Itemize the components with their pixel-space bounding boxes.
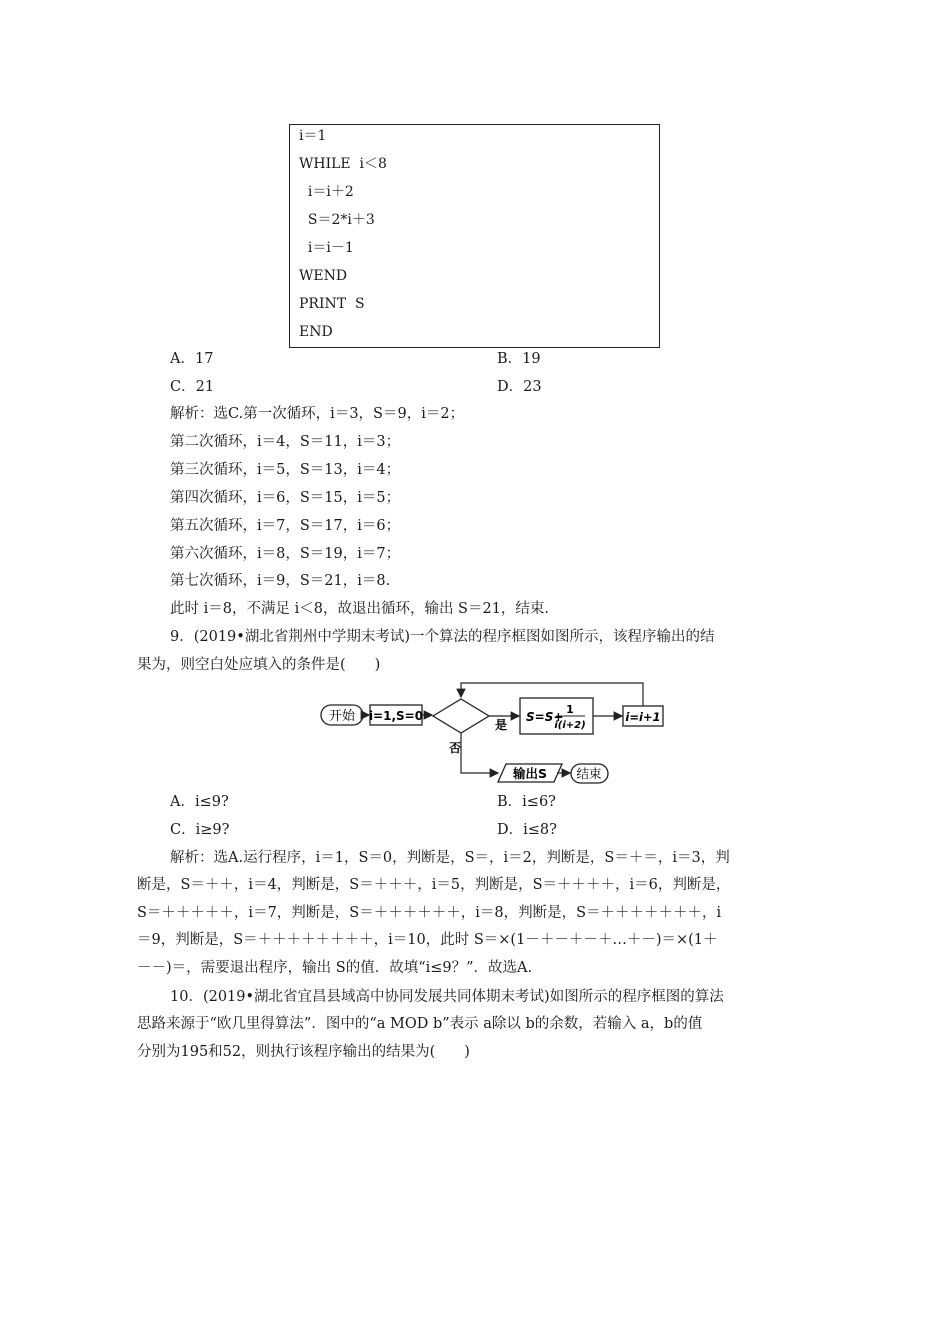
analysis-line: S＝＋＋＋＋＋，i＝7，判断是，S＝＋＋＋＋＋＋，i＝8，判断是，S＝＋＋＋＋＋＋＋，i: [137, 905, 722, 921]
code-line: S＝2*i＋3: [299, 212, 375, 228]
analysis-line: 第五次循环，i＝7，S＝17，i＝6；: [170, 518, 401, 534]
analysis-line: 此时 i＝8，不满足 i＜8，故退出循环，输出 S＝21，结束.: [170, 601, 550, 617]
option-c: C．i≥9?: [170, 822, 230, 838]
code-line: i＝i－1: [299, 240, 354, 256]
no-label: 否: [448, 741, 462, 755]
analysis-line: －－)＝，需要退出程序，输出 S的值．故填“i≤9？”．故选A.: [137, 960, 533, 976]
code-line: WHILE i＜8: [299, 156, 387, 172]
fraction-denominator: i(i+2): [554, 720, 586, 731]
init-label: i=1,S=0: [368, 709, 424, 723]
code-line: i＝i＋2: [299, 184, 354, 200]
analysis-line: 第七次循环，i＝9，S＝21，i＝8.: [170, 573, 391, 589]
fraction-numerator: 1: [566, 703, 574, 716]
option-b: B．i≤6?: [497, 794, 556, 810]
output-label: 输出S: [512, 766, 548, 781]
analysis-line: 第四次循环，i＝6，S＝15，i＝5；: [170, 490, 401, 506]
question-10-stem: 10．(2019•湖北省宜昌县域高中协同发展共同体期末考试)如图所示的程序框图的算法: [170, 989, 724, 1005]
option-d: D．i≤8?: [497, 822, 557, 838]
question-9-stem: 果为，则空白处应填入的条件是( ): [137, 657, 381, 673]
question-10-stem: 思路来源于“欧几里得算法”．图中的“a MOD b”表示 a除以 b的余数，若输入 a，b的值: [137, 1016, 703, 1032]
code-line: PRINT S: [299, 296, 365, 312]
increment-label: i=i+1: [625, 710, 661, 724]
analysis-line: 解析：选A.运行程序，i＝1，S＝0，判断是，S＝，i＝2，判断是，S＝＋＝，i＝3，判: [170, 850, 730, 866]
code-line: WEND: [299, 268, 348, 284]
question-9-stem: 9．(2019•湖北省荆州中学期末考试)一个算法的程序框图如图所示，该程序输出的结: [170, 629, 715, 645]
analysis-line: ＝9，判断是，S＝＋＋＋＋＋＋＋＋，i＝10，此时 S＝×(1－＋－＋－＋…＋－)＝×(1＋: [137, 932, 718, 948]
analysis-line: 断是，S＝＋＋，i＝4，判断是，S＝＋＋＋，i＝5，判断是，S＝＋＋＋＋，i＝6，判断是，: [137, 877, 731, 893]
analysis-line: 第三次循环，i＝5，S＝13，i＝4；: [170, 462, 401, 478]
option-d: D．23: [497, 379, 542, 395]
option-a: A．i≤9?: [170, 794, 229, 810]
option-b: B．19: [497, 351, 541, 367]
question-10-stem: 分别为195和52，则执行该程序输出的结果为( ): [137, 1044, 470, 1060]
yes-label: 是: [494, 718, 508, 732]
analysis-line: 解析：选C.第一次循环，i＝3，S＝9，i＝2；: [170, 406, 465, 422]
code-line: END: [299, 324, 333, 340]
option-c: C．21: [170, 379, 215, 395]
start-label: 开始: [328, 709, 356, 724]
end-label: 结束: [576, 766, 602, 781]
analysis-line: 第六次循环，i＝8，S＝19，i＝7；: [170, 546, 401, 562]
decision-diamond: [433, 699, 489, 733]
update-prefix: S=S+: [526, 710, 564, 724]
code-line: i＝1: [299, 128, 327, 144]
analysis-line: 第二次循环，i＝4，S＝11，i＝3；: [170, 434, 401, 450]
option-a: A．17: [170, 351, 214, 367]
